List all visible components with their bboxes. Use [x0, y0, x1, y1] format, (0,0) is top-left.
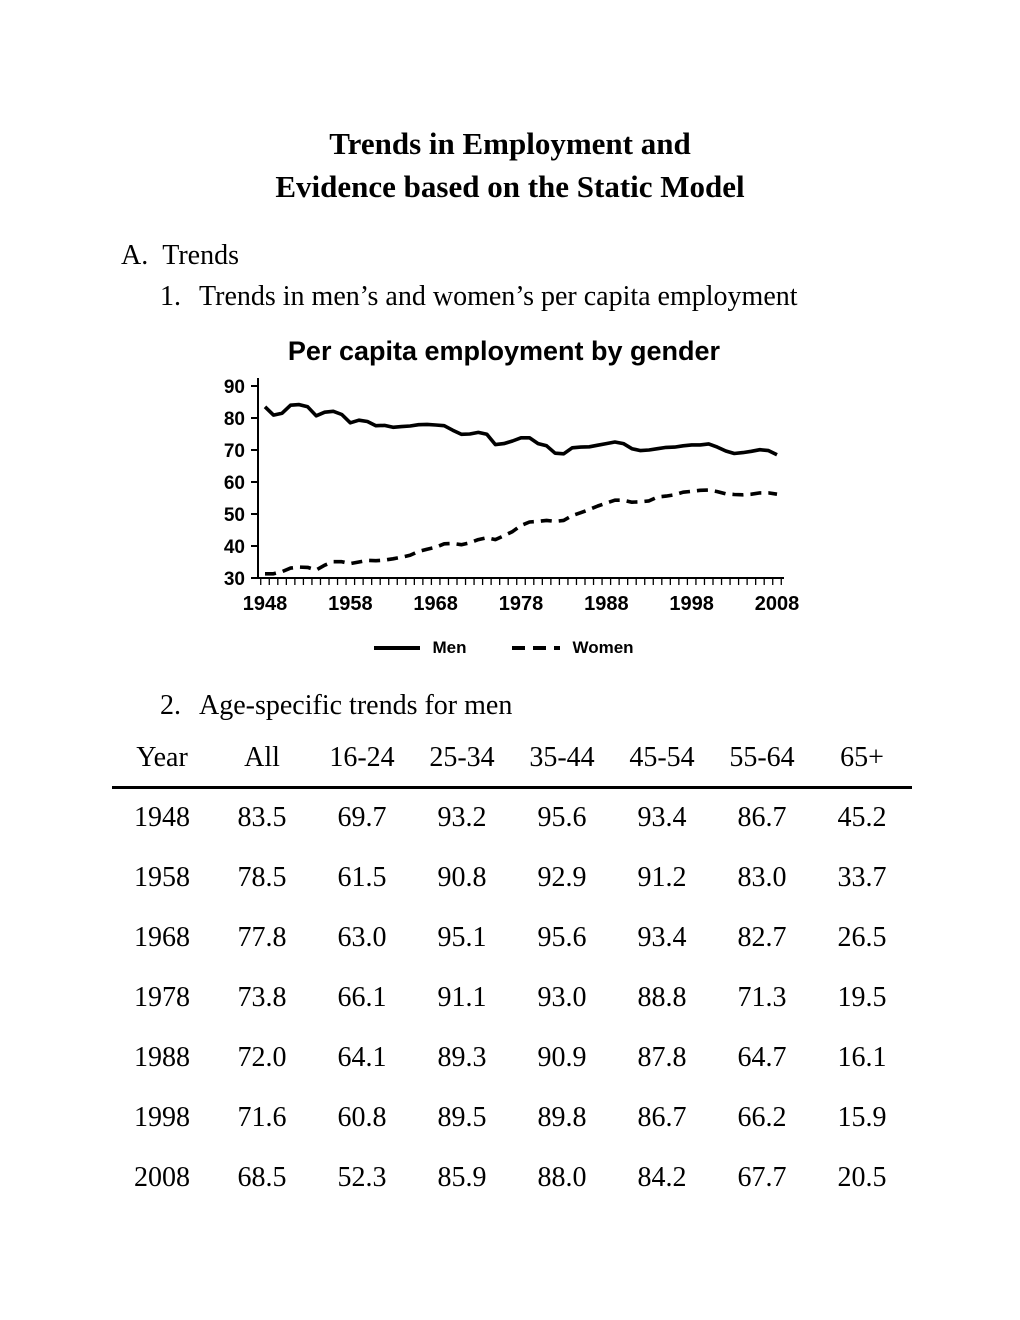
age-specific-table — [112, 736, 912, 1209]
women-series-line — [265, 490, 777, 574]
x-tick-label: 1978 — [498, 593, 544, 615]
table-cell: 84.2 — [637, 1162, 687, 1193]
table-row-1958 — [112, 849, 912, 909]
table-cell: 45.2 — [837, 802, 887, 833]
table-cell: 88.8 — [637, 982, 687, 1013]
y-tick-label: 50 — [223, 505, 245, 526]
table-cell: 91.2 — [637, 862, 687, 893]
header-cell-all: All — [212, 736, 312, 788]
table-cell: 1968 — [134, 922, 190, 953]
legend-women-label: Women — [572, 638, 634, 657]
table-cell: 93.0 — [537, 982, 587, 1013]
outline-item-2 — [160, 690, 512, 722]
table-cell: 95.6 — [537, 922, 587, 953]
x-tick-label: 2008 — [754, 593, 800, 615]
table-row-1998 — [112, 1089, 912, 1149]
table-cell: 86.7 — [737, 802, 787, 833]
outline-item-1 — [160, 281, 798, 313]
table-cell: 15.9 — [837, 1102, 887, 1133]
table-cell: 33.7 — [837, 862, 887, 893]
table-row-1988 — [112, 1029, 912, 1089]
x-tick-label: 1958 — [328, 593, 373, 615]
page-title-line-2: Evidence based on the Static Model — [275, 169, 745, 204]
chart-title: Per capita employment by gender — [287, 336, 721, 366]
outline-item-1-number: 1. — [160, 281, 181, 312]
outline-item-2-text: Age-specific trends for men — [199, 690, 513, 721]
table-cell: 71.6 — [237, 1102, 287, 1133]
table-cell: 82.7 — [737, 922, 787, 953]
page-title-line-1: Trends in Employment and — [329, 126, 691, 161]
y-tick-label: 90 — [223, 377, 245, 398]
header-cell-65plus: 65+ — [812, 736, 912, 788]
y-tick-label: 80 — [223, 409, 245, 430]
table-header — [112, 736, 912, 788]
table-cell: 88.0 — [537, 1162, 587, 1193]
employment-line-chart-plot — [180, 374, 828, 620]
table-cell: 90.9 — [537, 1042, 587, 1073]
table-cell: 93.4 — [637, 802, 687, 833]
table-cell: 85.9 — [437, 1162, 487, 1193]
chart-legend — [180, 638, 828, 658]
table-cell: 20.5 — [837, 1162, 887, 1193]
heading-a-text: Trends — [162, 240, 240, 271]
table-cell: 64.7 — [737, 1042, 787, 1073]
y-tick-label: 60 — [223, 473, 245, 494]
table-cell: 83.5 — [237, 802, 287, 833]
header-cell-35-44: 35-44 — [512, 736, 612, 788]
table-body — [112, 788, 912, 1210]
table-cell: 89.5 — [437, 1102, 487, 1133]
page-title — [0, 122, 1020, 208]
employment-chart — [180, 332, 828, 662]
table-cell: 89.3 — [437, 1042, 487, 1073]
table-cell: 26.5 — [837, 922, 887, 953]
table-cell: 69.7 — [337, 802, 387, 833]
table-cell: 64.1 — [337, 1042, 387, 1073]
table-cell: 93.4 — [637, 922, 687, 953]
table-cell: 16.1 — [837, 1042, 887, 1073]
outline-item-1-text: Trends in men’s and women’s per capita employment — [199, 281, 798, 312]
table-cell: 72.0 — [237, 1042, 287, 1073]
table-cell: 66.1 — [337, 982, 387, 1013]
table-cell: 1978 — [134, 982, 190, 1013]
table-row-1968 — [112, 909, 912, 969]
outline-item-2-number: 2. — [160, 690, 181, 721]
table-cell: 90.8 — [437, 862, 487, 893]
table-row-1978 — [112, 969, 912, 1029]
table-cell: 83.0 — [737, 862, 787, 893]
legend-men-label: Men — [432, 638, 467, 657]
men-series-line — [265, 405, 777, 455]
header-cell-year: Year — [112, 736, 212, 788]
x-tick-label: 1968 — [413, 593, 458, 615]
table-cell: 1998 — [134, 1102, 190, 1133]
table-cell: 93.2 — [437, 802, 487, 833]
x-tick-label: 1948 — [242, 593, 288, 615]
table-cell: 91.1 — [437, 982, 487, 1013]
table-cell: 95.1 — [437, 922, 487, 953]
legend-women-line-sample — [512, 646, 560, 650]
table-cell: 60.8 — [337, 1102, 387, 1133]
header-cell-45-54: 45-54 — [612, 736, 712, 788]
table-cell: 1948 — [134, 802, 190, 833]
header-cell-25-34: 25-34 — [412, 736, 512, 788]
header-cell-16-24: 16-24 — [312, 736, 412, 788]
y-tick-label: 30 — [223, 569, 245, 590]
table-cell: 77.8 — [237, 922, 287, 953]
table-cell: 66.2 — [737, 1102, 787, 1133]
table-cell: 52.3 — [337, 1162, 387, 1193]
heading-a-label: A. — [121, 240, 149, 271]
table-cell: 71.3 — [737, 982, 787, 1013]
table-row-1948 — [112, 788, 912, 850]
table-cell: 67.7 — [737, 1162, 787, 1193]
header-cell-55-64: 55-64 — [712, 736, 812, 788]
x-tick-label: 1998 — [669, 593, 714, 615]
table-cell: 2008 — [134, 1162, 190, 1193]
table-cell: 87.8 — [637, 1042, 687, 1073]
table-cell: 92.9 — [537, 862, 587, 893]
legend-men-line-sample — [374, 646, 420, 650]
table-cell: 19.5 — [837, 982, 887, 1013]
x-tick-label: 1988 — [584, 593, 629, 615]
table-cell: 78.5 — [237, 862, 287, 893]
table-cell: 73.8 — [237, 982, 287, 1013]
y-tick-label: 70 — [223, 441, 245, 462]
y-tick-label: 40 — [223, 537, 245, 558]
table-cell: 61.5 — [337, 862, 387, 893]
table-cell: 1988 — [134, 1042, 190, 1073]
table-cell: 68.5 — [237, 1162, 287, 1193]
table-cell: 63.0 — [337, 922, 387, 953]
table-cell: 95.6 — [537, 802, 587, 833]
table-header-row — [112, 736, 912, 788]
table-cell: 86.7 — [637, 1102, 687, 1133]
heading-a-trends — [121, 240, 239, 272]
table-row-2008 — [112, 1149, 912, 1209]
table-cell: 89.8 — [537, 1102, 587, 1133]
table-cell: 1958 — [134, 862, 190, 893]
